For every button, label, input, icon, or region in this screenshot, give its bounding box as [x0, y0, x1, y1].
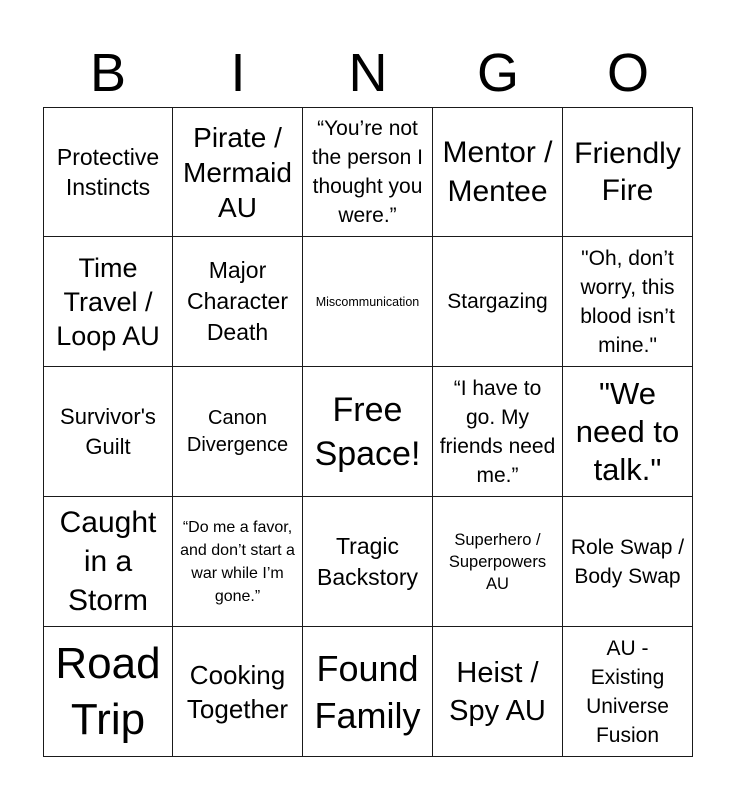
bingo-cell[interactable]: [173, 237, 303, 367]
header-letter-i: I: [230, 43, 246, 103]
bingo-cell[interactable]: [43, 367, 173, 497]
bingo-cell-label: Survivor's Guilt: [60, 403, 156, 459]
bingo-cell[interactable]: [563, 627, 693, 757]
header-letter-g: G: [476, 43, 519, 103]
bingo-cell-label: Canon Divergence: [186, 406, 289, 456]
bingo-cell-label: Superhero / Superpowers AU: [448, 530, 547, 593]
bingo-cell-label: Found Family: [314, 647, 421, 736]
header-letter-o: O: [606, 43, 649, 103]
bingo-cell-label: Tragic Backstory: [317, 532, 418, 590]
header-letter-b: B: [89, 43, 127, 103]
bingo-cell[interactable]: [173, 497, 303, 627]
bingo-cell[interactable]: [433, 627, 563, 757]
bingo-cell-label: Mentor / Mentee: [442, 136, 553, 208]
bingo-cell[interactable]: [563, 497, 693, 627]
bingo-cell[interactable]: [303, 367, 433, 497]
bingo-cell-label: Miscommunication: [315, 294, 420, 309]
bingo-cell[interactable]: [303, 627, 433, 757]
bingo-cell-label: "Oh, don’t worry, this blood isn’t mine.": [580, 246, 675, 357]
bingo-cell-label: Protective Instincts: [56, 144, 160, 200]
bingo-cell[interactable]: [173, 107, 303, 237]
bingo-cell[interactable]: [173, 627, 303, 757]
bingo-cell-label: Road Trip: [55, 638, 161, 744]
bingo-board: [43, 107, 693, 757]
bingo-cell[interactable]: [303, 237, 433, 367]
bingo-cell-label: Role Swap / Body Swap: [570, 535, 685, 588]
bingo-cell[interactable]: [303, 497, 433, 627]
bingo-cell[interactable]: [563, 367, 693, 497]
bingo-cell-label: Free Space!: [314, 390, 421, 473]
bingo-cell[interactable]: [563, 237, 693, 367]
bingo-cell[interactable]: [433, 237, 563, 367]
bingo-cell[interactable]: [433, 367, 563, 497]
bingo-cell-label: Major Character Death: [187, 257, 288, 345]
bingo-cell[interactable]: [563, 107, 693, 237]
bingo-cell[interactable]: [173, 367, 303, 497]
bingo-cell-label: “Do me a favor, and don’t start a war while I’m gone.”: [180, 518, 295, 605]
bingo-cell-label: “I have to go. My friends need me.”: [439, 376, 556, 487]
bingo-cell-label: "We need to talk.": [575, 375, 680, 487]
bingo-cell-label: Caught in a Storm: [59, 506, 157, 617]
bingo-cell-label: “You’re not the person I thought you were.”: [312, 117, 423, 227]
bingo-cell-label: AU - Existing Universe Fusion: [586, 636, 669, 747]
bingo-cell[interactable]: [433, 107, 563, 237]
bingo-cell[interactable]: [433, 497, 563, 627]
bingo-cell[interactable]: [43, 107, 173, 237]
bingo-cell[interactable]: [43, 237, 173, 367]
bingo-cell[interactable]: [43, 627, 173, 757]
bingo-cell-label: Friendly Fire: [574, 137, 681, 207]
bingo-cell-label: Heist / Spy AU: [449, 656, 546, 727]
bingo-cell-label: Time Travel / Loop AU: [56, 252, 160, 351]
bingo-cell[interactable]: [303, 107, 433, 237]
header-letter-n: N: [348, 43, 388, 103]
bingo-cell-label: Cooking Together: [186, 659, 289, 724]
bingo-header: [43, 40, 693, 106]
bingo-cell-label: Pirate / Mermaid AU: [183, 121, 292, 223]
bingo-cell[interactable]: [43, 497, 173, 627]
bingo-cell-label: Stargazing: [447, 289, 548, 313]
